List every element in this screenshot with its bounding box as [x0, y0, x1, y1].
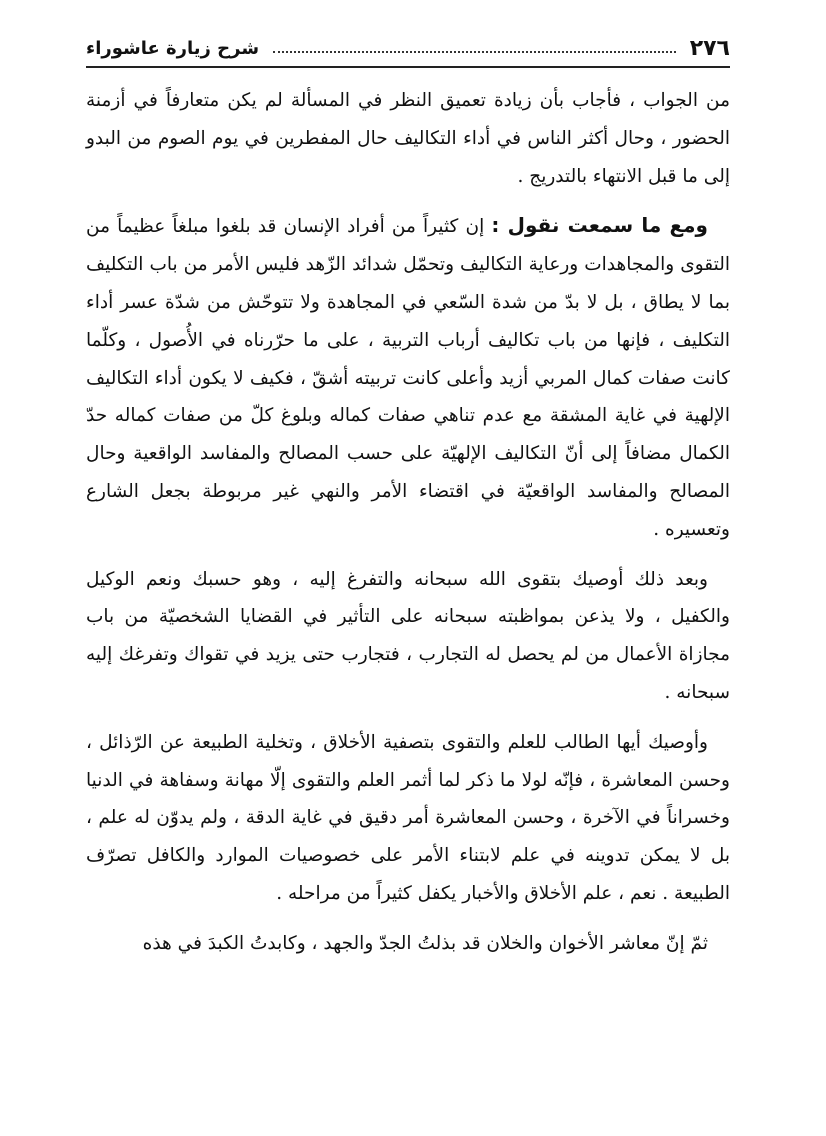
paragraph-text: وبعد ذلك أوصيك بتقوى الله سبحانه والتفرغ إليه ، وهو حسبك ونعم الوكيل والكفيل ، ولا يذعن بمواظبته سبحانه على التأثير في القضايا الشخصيّة من باب مجازاة الأعمال من لم يحصل له التجارب ، فتجارب حتى يزيد في تقواك وتفرغك إليه سبحانه .	[86, 568, 730, 703]
paragraph-text: من الجواب ، فأجاب بأن زيادة تعميق النظر في المسألة لم يكن متعارفاً في أزمنة الحضور ، وحال أكثر الناس في أداء التكاليف حال المفطرين في يوم الصوم من البدو إلى ما قبل الانتهاء بالتدريج .	[86, 90, 730, 187]
paragraph-2	[86, 207, 730, 548]
header-dotted-leader	[273, 51, 676, 53]
paragraph-text: وأوصيك أيها الطالب للعلم والتقوى بتصفية الأخلاق ، وتخلية الطبيعة عن الرّذائل ، وحسن المعاشرة ، فإنّه لولا ما ذكر لما أثمر العلم والتقوى إلّا مهانة وسفاهة في الدنيا وخسراناً في الآخرة ، وحسن المعاشرة أمر دقيق في غاية الدقة ، ولم يدوّن له علم ، بل لا يمكن تدوينه في علم لابتناء الأمر على خصوصيات الموارد والكافل تصرّف الطبيعة . نعم ، علم الأخلاق والأخبار يكفل كثيراً من مراحله .	[86, 731, 730, 904]
paragraph-lead-heading: ومع ما سمعت نقول :	[491, 213, 708, 238]
paragraph-4	[86, 724, 730, 913]
paragraph-1	[86, 82, 730, 195]
paragraph-5	[86, 925, 730, 963]
page-body	[86, 82, 730, 975]
page-header	[86, 30, 730, 68]
paragraph-text: ثمّ إنّ معاشر الأخوان والخلان قد بذلتُ الجدّ والجهد ، وكابدتُ الكبدَ في هذه	[142, 932, 708, 954]
paragraph-3	[86, 561, 730, 712]
page-number: ٢٧٦	[689, 35, 730, 61]
running-title: شرح زيارة عاشوراء	[86, 37, 260, 59]
paragraph-text: إن كثيراً من أفراد الإنسان قد بلغوا مبلغاً عظيماً من التقوى والمجاهدات ورعاية التكاليف وتحمّل شدائد الزّهد فليس الأمر من باب التكليف بما لا يطاق ، بل لا بدّ من شدة السّعي في المجاهدة ولا تتوحّش من شدّة عسر أداء التكليف ، فإنها من باب تكاليف أرباب التربية ، على ما حرّرناه في الأُصول ، وكلّما كانت صفات كمال المربي أزيد وأعلى كانت تربيته أشقّ ، فكيف لا يكون أداء التكاليف الإلهية في غاية المشقة مع عدم تناهي صفات كماله وبلوغ كلّ من صفات كماله حدّ الكمال مضافاً إلى أنّ التكاليف الإلهيّة على حسب المصالح والمفاسد الواقعية وحال المصالح والمفاسد الواقعيّة في اقتضاء الأمر والنهي غير مربوطة بجعل الشارع وتعسيره .	[86, 216, 730, 540]
